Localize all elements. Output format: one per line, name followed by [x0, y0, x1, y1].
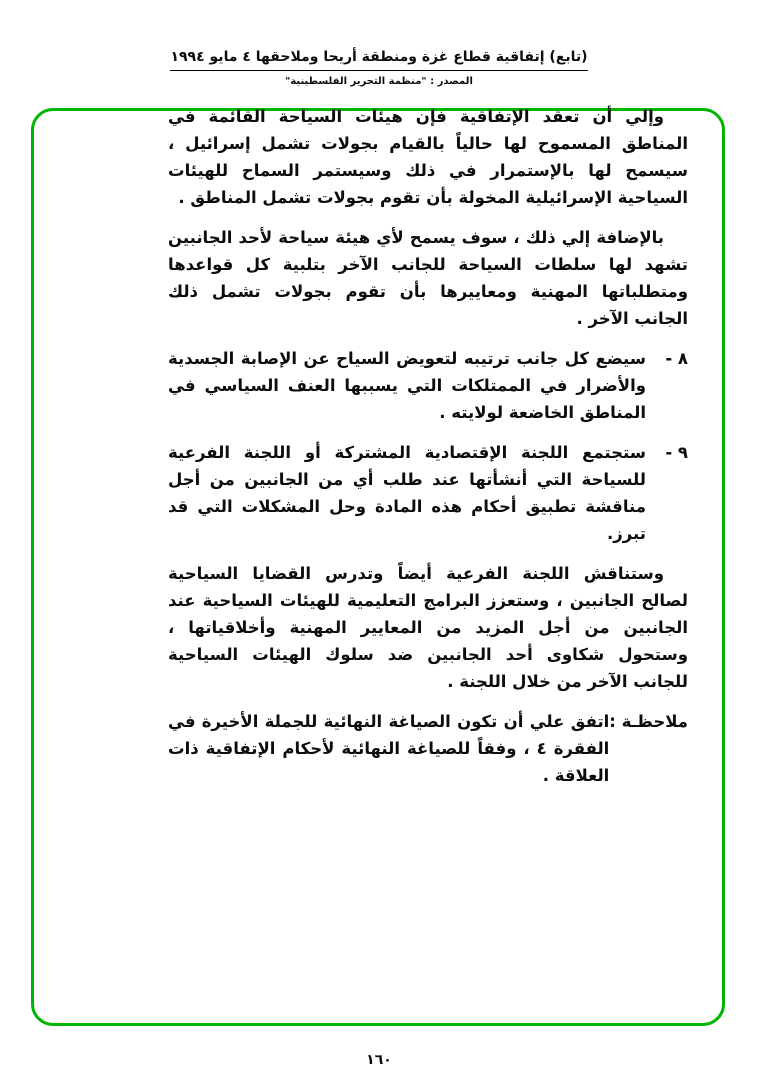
numbered-paragraph	[168, 345, 688, 426]
page-number: ١٦٠	[366, 1052, 392, 1068]
item-number: ٩ -	[665, 443, 688, 462]
note-label: ملاحظـة :	[609, 712, 688, 731]
document-source: المصدر : "منظمة التحرير الفلسطينية"	[285, 76, 473, 87]
paragraph: وإلي أن تعقد الإتفاقية فإن هيئات السياحة القائمة في المناطق المسموح لها حالياً بالقيام بجولات تشمل إسرائيل ، سيسمح لها بالإستمرار في ذلك وسيستمر السماح للهيئات السياحية الإسرائيلية المخولة بأن تقوم بجولات تشمل المناطق .	[168, 107, 688, 207]
document-body	[168, 103, 688, 802]
paragraph: وستناقش اللجنة الفرعية أيضاً وتدرس القضايا السياحية لصالح الجانبين ، وستعزز البرامج التعليمية للهيئات السياحية عند الجانبين من أجل المزيد من المعايير المهنية وأخلاقياتها ، وستحول شكاوى أحد الجانبين ضد سلوك الهيئات السياحية للجانب الآخر من خلال اللجنة .	[168, 564, 688, 691]
note-text: اتفق علي أن تكون الصياغة النهائية للجملة الأخيرة في الفقرة ٤ ، وفقاً للصياغة النهائية لأحكام الإتفاقية ذات العلاقة .	[168, 712, 610, 785]
note-paragraph	[168, 708, 688, 789]
page-footer	[0, 1052, 758, 1068]
page-header	[0, 46, 758, 87]
item-text: ستجتمع اللجنة الإقتصادية المشتركة أو اللجنة الفرعية للسياحة التي أنشأتها عند طلب أي من الجانبين من أجل مناقشة تطبيق أحكام هذه المادة وحل المشكلات التي قد تبرز.	[168, 443, 646, 543]
document-title: (تابع) إتفاقية قطاع غزة ومنطقة أريحا وملاحقها ٤ مايو ١٩٩٤	[170, 49, 587, 71]
paragraph: بالإضافة إلي ذلك ، سوف يسمح لأي هيئة سياحة لأحد الجانبين تشهد لها سلطات السياحة للجانب الآخر بتلبية كل قواعدها ومتطلباتها المهنية ومعاييرها بأن تقوم بجولات تشمل ذلك الجانب الآخر .	[168, 228, 688, 328]
numbered-paragraph	[168, 439, 688, 547]
item-text: سيضع كل جانب ترتيبه لتعويض السياح عن الإصابة الجسدية والأضرار في الممتلكات التي يسببها العنف السياسي في المناطق الخاضعة لولايته .	[168, 349, 646, 422]
item-number: ٨ -	[665, 349, 688, 368]
